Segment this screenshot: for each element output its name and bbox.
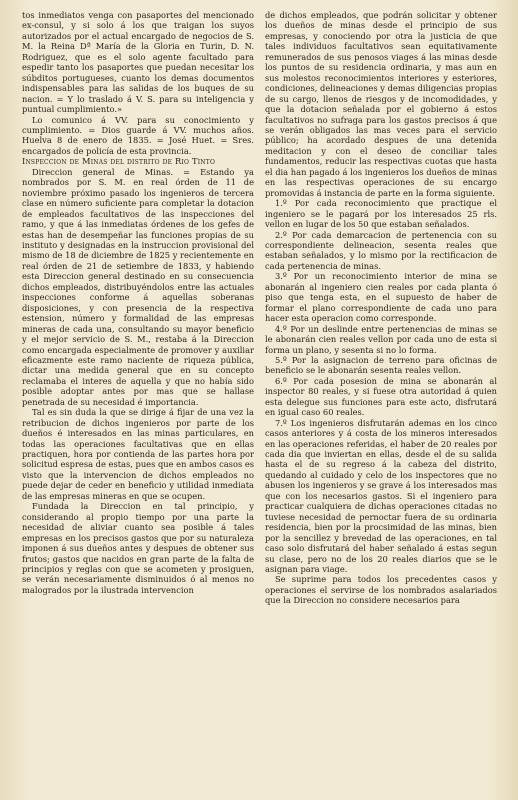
list-item: 5.º Por la asignacion de terreno para oficinas de beneficio se le abonarán sesenta reales vellon.	[265, 354, 497, 376]
list-item: 1.º Por cada reconocimiento que practique el ingeniero se le pagará por los interesados 25 rls. vellon en lugar de los 50 que estaban señalados.	[265, 198, 497, 230]
section-heading: Inspeccion de Minas del distrito de Rio Tinto	[22, 156, 216, 167]
intro-paragraph: tos inmediatos venga con pasaportes del mencionado ex-consul, y si solo á los que traigan los suyos autorizados por el actual encargado de negocios de S. M. la Reina Dª María de la Gloria en Turin, D. N. Rodriguez, que es el solo agente facultado para espedir tanto los pasaportes que puedan necesitar los súbditos portugueses, cuanto los demas documentos indispensables para las salidas de los buques de su nacion. = Y lo traslado á V. S. para su inteligencia y puntual cumplimiento.»	[22, 10, 254, 115]
fundada-paragraph: Fundada la Direccion en tal principio, y considerando al propio tiempo por una parte la necesidad de aliviar cuanto sea posible á tales empresas en los precisos gastos que por su naturaleza imponen á sus dueños antes y despues de obtener sus frutos; gastos que nacidos en gran parte de la falta de principios y reglas con que se acometen y prosiguen, se verán necesariamente disminuidos ó al menos no malogrados por la ilustrada intervencion	[22, 501, 254, 595]
right-column	[265, 10, 497, 606]
suprime-paragraph: Se suprime para todos los precedentes casos y operaciones el servirse de los nombrados asalariados que la Direccion no considere necesarios para	[265, 574, 497, 606]
list-item: 2.º Por cada demarcacion de pertenencia con su correspondiente delineacion, sesenta reales que estaban señalados, y lo mismo por la rectificacion de cada pertenencia de minas.	[265, 229, 497, 271]
tal-paragraph: Tal es sin duda la que se dirige á fijar de una vez la retribucion de dichos ingenieros por parte de los dueños é interesados en las minas particulares, en todas las operaciones facultativas que en ellas practiquen, hora por contienda de las partes hora por solicitud espresa de estas, pues que en ambos casos es visto que la intervencion de dichos empleados no puede dejar de ceder en beneficio y utilidad inmediata de las empresas mineras en que se ocupen.	[22, 407, 255, 501]
list-item: 4.º Por un deslinde entre pertenencias de minas se le abonarán cien reales vellon por cada uno de esta si forma un plano, y sesenta si no lo forma.	[265, 323, 497, 355]
left-column	[22, 10, 254, 595]
direccion-paragraph: Direccion general de Minas. = Estando ya nombrados por S. M. en real órden de 11 de noviembre próximo pasado los ingenieros de tercera clase en número suficiente para completar la dotacion de empleados facultativos de las inspecciones del ramo, y que á las inmediatas órdenes de los gefes de estas han de desempeñar las funciones propias de su instituto y designadas en la instruccion provisional del mismo de 18 de diciembre de 1825 y recientemente en real órden de 21 de setiembre de 1833, y habiendo esta Direccion general destinado en su consecuencia dichos empleados, distribuyéndolos entre las actuales inspecciones conforme á aquellas soberanas disposiciones, y con presencia de la respectiva estension, número y formalidad de las empresas mineras de cada una, consultando su mayor beneficio y el mejor servicio de S. M., restaba á la Direccion como encargada especialmente de promover y auxiliar eficazmente este ramo naciente de riqueza pública, dictar una medida general que en su concepto reclamaba el interes de aquella y que no había sido posible adoptar antes por mas que se hallase penetrada de su necesidad é importancia.	[22, 166, 254, 407]
list-item: 7.º Los ingenieros disfrutarán ademas en los cinco casos anteriores y á costa de los mineros interesados en las operaciones referidas, el haber de 20 reales por cada dia que inviertan en ellas, desde el de su salida hasta el de su regreso á la cabeza del distrito, quedando al cuidado y celo de los inspectores que no abusen los ingenieros y se grave á los interesados mas que con los necesarios gastos. Si el ingeniero para practicar cualquiera de dichas operaciones citadas no tuviese necesidad de pernoctar fuera de su ordinaria residencia, bien por la procsimidad de las minas, bien por la sencillez y brevedad de las operaciones, en tal caso solo disfrutará del haber señalado á estas segun su clase, pero no de los 20 reales diarios que se le asignan para viage.	[265, 417, 497, 575]
list-item: 3.º Por un reconocimiento interior de mina se abonarán al ingeniero cien reales por cada planta ó piso que tenga esta, en el supuesto de haber de formar el plano correspondiente de cada uno para hacer esta operacion como corresponde.	[265, 271, 497, 324]
continuation-paragraph: de dichos empleados, que podrán solicitar y obtener los dueños de minas desde el principio de sus empresas, y conociendo por otra la justicia de que tales individuos facultativos sean equitativamente remunerados de sus penosos viages á las minas desde los puntos de su residencia ordinaria, y mas aun en sus molestos reconocimientos interiores y esteriores, condiciones, delineaciones y demas diligencias propias de su cargo, llenos de riesgos y de incomodidades, y que la dotacion señalada por el gobierno á estos facultativos no sufraga para los gastos precisos á que se verán obligados las mas veces para el servicio público; ha acordado despues de una detenida meditacion y con el deseo de conciliar tales fundamentos, reducir las respectivas cuotas que hasta el dia han pagado á los ingenieros los dueños de minas en las respectivas operaciones de su encargo promovidas á instancia de parte en la forma siguiente.	[265, 10, 497, 198]
list-item: 6.º Por cada posesion de mina se abonarán al inspector 80 reales, y si fuese otra autoridad á quien esta delegue sus funciones para este acto, disfrutará en igual caso 60 reales.	[265, 375, 497, 418]
closing-paragraph: Lo comunico á VV. para su conocimiento y cumplimiento. = Dios guarde á VV. muchos años. Huelva 8 de enero de 1835. = José Huet. = Sres. encargados de policía de esta provincia.	[22, 114, 254, 156]
